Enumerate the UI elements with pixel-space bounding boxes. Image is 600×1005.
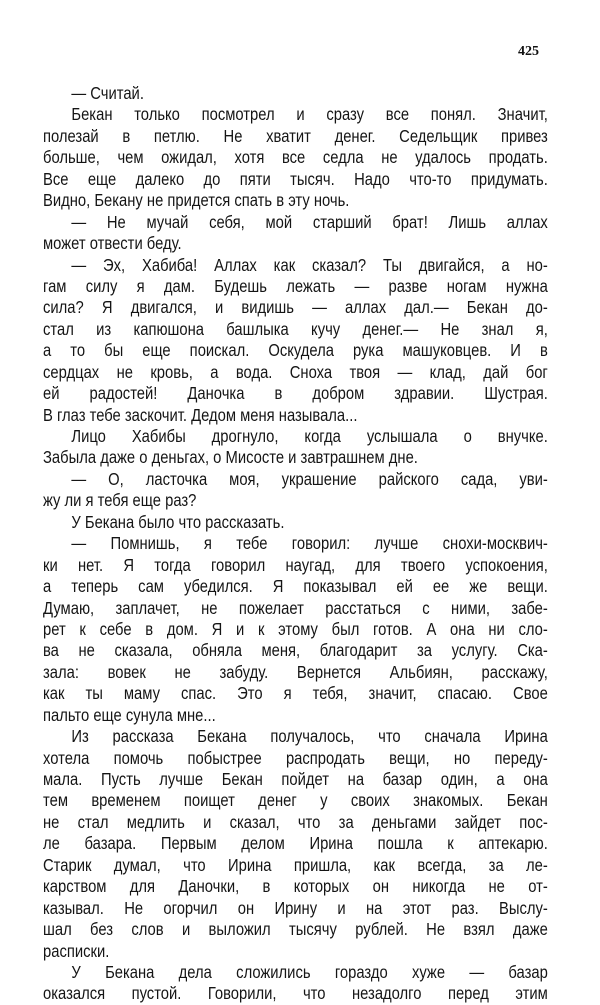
text-line: В глаз тебе заскочит. Дедом меня называла...: [43, 404, 358, 425]
text-line: стал из капюшона башлыка кучу денег.— Не знал я,: [43, 318, 548, 339]
text-line: оказался пустой. Говорили, что незадолго перед этим: [43, 983, 548, 1004]
text-line: У Бекана было что рассказать.: [71, 511, 285, 532]
text-line: Старик думал, что Ирина пришла, как всегда, за ле-: [43, 854, 548, 875]
text-line: — Не мучай себя, мой старший брат! Лишь аллах: [71, 211, 548, 232]
text-line: ей радостей! Даночка в добром здравии. Шустрая.: [43, 383, 548, 404]
text-line: как ты маму спас. Это я тебя, значит, спасаю. Свое: [43, 683, 548, 704]
text-line: ки нет. Я тогда говорил наугад, для твоего успокоения,: [43, 554, 548, 575]
text-line: Все еще далеко до пяти тысяч. Надо что-то придумать.: [43, 168, 548, 189]
text-line: Видно, Бекану не придется спать в эту ночь.: [43, 190, 350, 211]
text-line: У Бекана дела сложились гораздо хуже — базар: [71, 961, 548, 982]
text-line: Забыла даже о деньгах, о Мисосте и завтрашнем дне.: [43, 447, 418, 468]
text-line: Бекан только посмотрел и сразу все понял. Значит,: [71, 104, 548, 125]
text-line: сила? Я двигался, и видишь — аллах дал.— Бекан до-: [43, 297, 548, 318]
text-line: полезай в петлю. Не хватит денег. Седельщик привез: [43, 125, 548, 146]
text-line: расписки.: [43, 940, 110, 961]
text-line: может отвести беду.: [43, 233, 182, 254]
text-line: тем временем поищет денег у своих знакомых. Бекан: [43, 790, 548, 811]
text-line: — Эх, Хабиба! Аллах как сказал? Ты двигайся, а но-: [71, 254, 548, 275]
text-line: казывал. Не огорчил он Ирину и на этот раз. Выслу-: [43, 897, 548, 918]
text-line: жу ли я тебя еще раз?: [43, 490, 197, 511]
text-line: ле базара. Первым делом Ирина пошла к аптекарю.: [43, 833, 548, 854]
text-line: больше, чем ожидал, хотя все седла не удалось продать.: [43, 147, 548, 168]
text-line: карством для Даночки, в которых он никогда не от-: [43, 876, 548, 897]
text-line: — Считай.: [71, 83, 144, 103]
text-line: пальто еще сунула мне...: [43, 704, 216, 725]
text-line: мала. Пусть лучше Бекан пойдет на базар один, а она: [43, 769, 548, 789]
text-line: шал без слов и выложил тысячу рублей. Не взял даже: [43, 919, 548, 940]
text-line: — Помнишь, я тебе говорил: лучше снохи-москвич-: [71, 533, 548, 554]
text-line: гам силу я дам. Будешь лежать — разве ногам нужна: [43, 275, 548, 296]
text-line: а теперь сам убедился. Я показывал ей ее же вещи.: [43, 576, 548, 597]
text-line: ва не сказала, обняла меня, благодарит за услугу. Ска-: [43, 640, 548, 661]
text-line: Лицо Хабибы дрогнуло, когда услышала о внучке.: [71, 426, 548, 446]
text-line: а то бы еще поискал. Оскудела рука машуковцев. И в: [43, 340, 548, 361]
text-line: — О, ласточка моя, украшение райского сада, уви-: [71, 468, 548, 489]
text-line: рет к себе в дом. Я и к этому был готов. А она ни сло-: [43, 618, 548, 639]
text-line: хотела помочь побыстрее распродать вещи, но переду-: [43, 747, 548, 768]
text-line: зала: вовек не забуду. Вернется Альбиян, расскажу,: [43, 661, 548, 682]
text-line: не стал медлить и сказал, что за деньгами зайдет пос-: [43, 811, 548, 832]
page-number: 425: [518, 44, 539, 59]
text-line: Из рассказа Бекана получалось, что сначала Ирина: [71, 726, 548, 747]
body-text: [43, 83, 548, 1005]
text-line: Думаю, заплачет, не пожелает расстаться с ними, забе-: [43, 597, 548, 618]
text-line: сердцах не кровь, а вода. Сноха твоя — клад, дай бог: [43, 361, 548, 382]
